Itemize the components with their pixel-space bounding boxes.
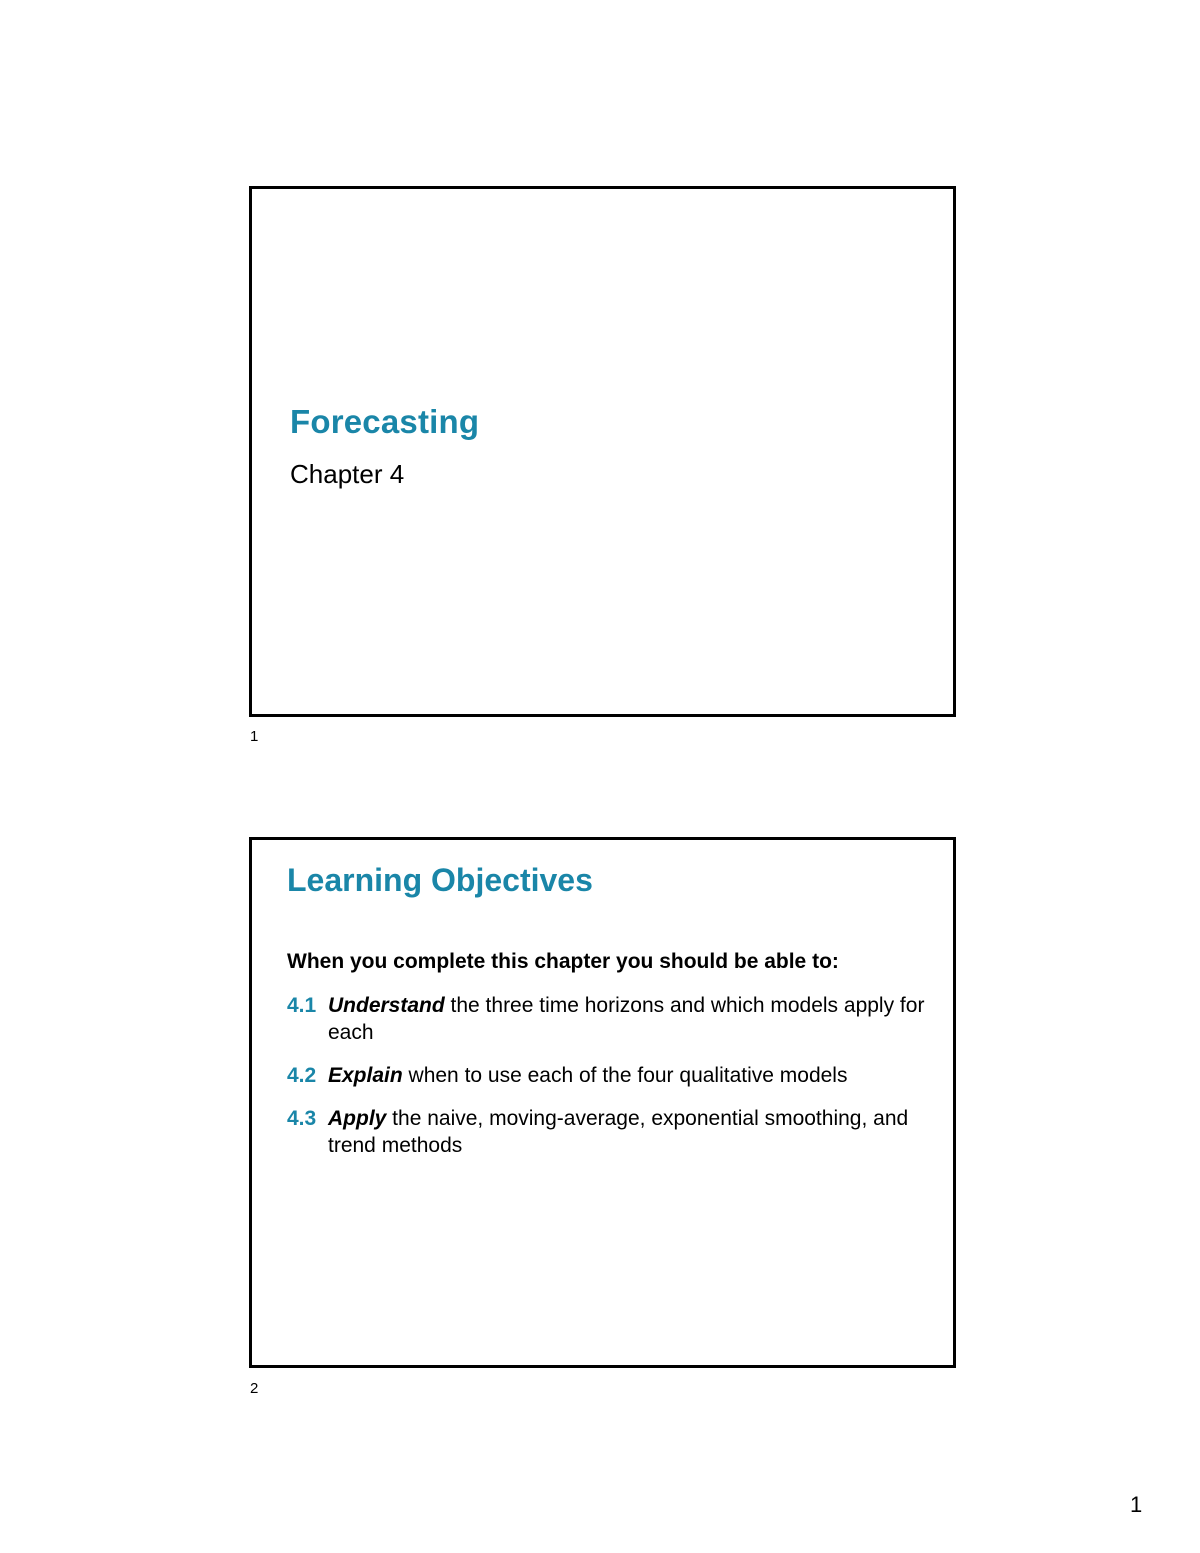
objective-verb: Explain [328, 1064, 403, 1087]
objective-verb: Apply [328, 1107, 387, 1130]
objective-text [328, 992, 927, 1046]
objective-number: 4.3 [287, 1107, 317, 1130]
objectives-intro: When you complete this chapter you should be able to: [287, 950, 839, 973]
objective-item [287, 992, 927, 1046]
objective-rest: when to use each of the four qualitative models [402, 1064, 848, 1087]
slide-1 [249, 186, 956, 717]
slide-1-number: 1 [250, 728, 259, 745]
objectives-list [287, 992, 927, 1175]
slide-2 [249, 837, 956, 1368]
slide-2-number: 2 [250, 1380, 259, 1397]
objective-number: 4.2 [287, 1064, 317, 1087]
objective-number: 4.1 [287, 994, 317, 1017]
objective-item [287, 1062, 927, 1089]
objective-rest: the three time horizons and which models apply for each [328, 994, 925, 1044]
slide-1-title: Forecasting [290, 403, 480, 440]
objective-text [328, 1105, 927, 1159]
slide-1-subtitle: Chapter 4 [290, 459, 405, 489]
page-number: 1 [1130, 1492, 1143, 1517]
objective-rest: the naive, moving-average, exponential smoothing, and trend methods [328, 1107, 909, 1157]
objective-verb: Understand [328, 994, 445, 1017]
slide-2-title: Learning Objectives [287, 862, 593, 898]
objective-item [287, 1105, 927, 1159]
objective-text [328, 1062, 927, 1089]
